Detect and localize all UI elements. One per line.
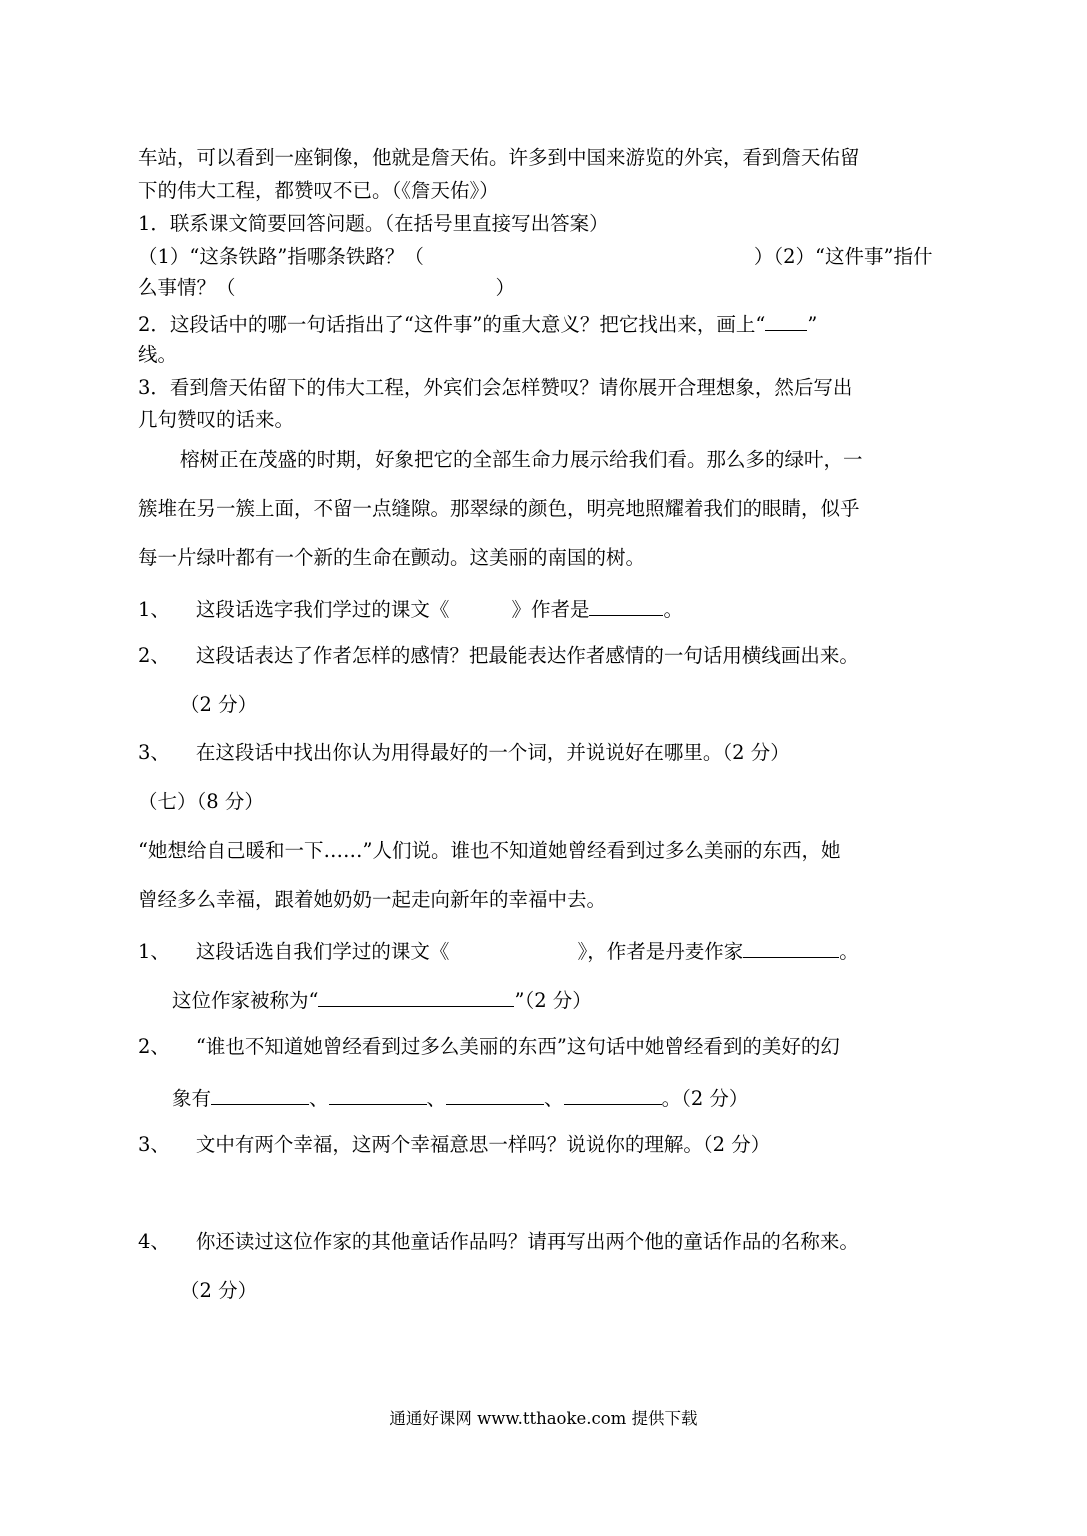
question-line: （1）“这条铁路”指哪条铁路？（ ）（2）“这件事”指什 <box>138 245 933 268</box>
illusion-blank[interactable] <box>329 1084 427 1105</box>
illusion-blank[interactable] <box>564 1084 662 1105</box>
section-heading: （七）（8 分） <box>138 790 264 813</box>
passage-line: 下的伟大工程，都赞叹不已。（《詹天佑》） <box>138 179 499 202</box>
question-line: 2、 这段话表达了作者怎样的感情？把最能表达作者感情的一句话用横线画出来。 <box>138 644 859 667</box>
question-line: 3、 在这段话中找出你认为用得最好的一个词，并说说好在哪里。（2 分） <box>138 741 790 764</box>
passage-line: 车站，可以看到一座铜像，他就是詹天佑。许多到中国来游览的外宾，看到詹天佑留 <box>138 146 860 169</box>
score-label: （2 分） <box>180 1279 258 1302</box>
question-line: 线。 <box>138 343 178 366</box>
question-line: 2、 “谁也不知道她曾经看到过多么美丽的东西”这句话中她曾经看到的美好的幻 <box>138 1035 840 1058</box>
passage-line: 榕树正在茂盛的时期，好象把它的全部生命力展示给我们看。那么多的绿叶，一 <box>180 448 863 471</box>
question-line: 3、 文中有两个幸福，这两个幸福意思一样吗？说说你的理解。（2 分） <box>138 1133 771 1156</box>
question-line: 1、 这段话选自我们学过的课文《 》，作者是丹麦作家 。 <box>138 937 859 964</box>
title-blank[interactable] <box>318 986 514 1007</box>
question-line: 这位作家被称为“ ”（2 分） <box>172 986 592 1013</box>
illusion-blank[interactable] <box>446 1084 544 1105</box>
passage-line: “她想给自己暖和一下……”人们说。谁也不知道她曾经看到过多么美丽的东西，她 <box>138 839 841 862</box>
author-blank[interactable] <box>589 595 663 616</box>
question-line: 4、 你还读过这位作家的其他童话作品吗？请再写出两个他的童话作品的名称来。 <box>138 1230 859 1253</box>
passage-line: 每一片绿叶都有一个新的生命在颤动。这美丽的南国的树。 <box>138 546 646 569</box>
question-line: 1、 这段话选字我们学过的课文《 》作者是 。 <box>138 595 683 622</box>
question-line: 2．这段话中的哪一句话指出了“这件事”的重大意义？把它找出来，画上“ ” <box>138 310 817 337</box>
page-footer: 通通好课网 www.tthaoke.com 提供下载 <box>389 1409 698 1428</box>
question-line: 几句赞叹的话来。 <box>138 408 295 431</box>
passage-line: 簇堆在另一簇上面，不留一点缝隙。那翠绿的颜色，明亮地照耀着我们的眼睛，似乎 <box>138 497 860 520</box>
question-line: 3．看到詹天佑留下的伟大工程，外宾们会怎样赞叹？请你展开合理想象，然后写出 <box>138 376 853 399</box>
illusion-blank[interactable] <box>211 1084 309 1105</box>
score-label: （2 分） <box>180 693 258 716</box>
question-line: 象有 、 、 、 。（2 分） <box>172 1084 748 1111</box>
question-line: 么事情？（ ） <box>138 276 516 299</box>
author-blank[interactable] <box>743 937 839 958</box>
answer-blank[interactable] <box>765 310 807 331</box>
passage-line: 曾经多么幸福，跟着她奶奶一起走向新年的幸福中去。 <box>138 888 607 911</box>
question-title: 1．联系课文简要回答问题。（在括号里直接写出答案） <box>138 212 609 235</box>
